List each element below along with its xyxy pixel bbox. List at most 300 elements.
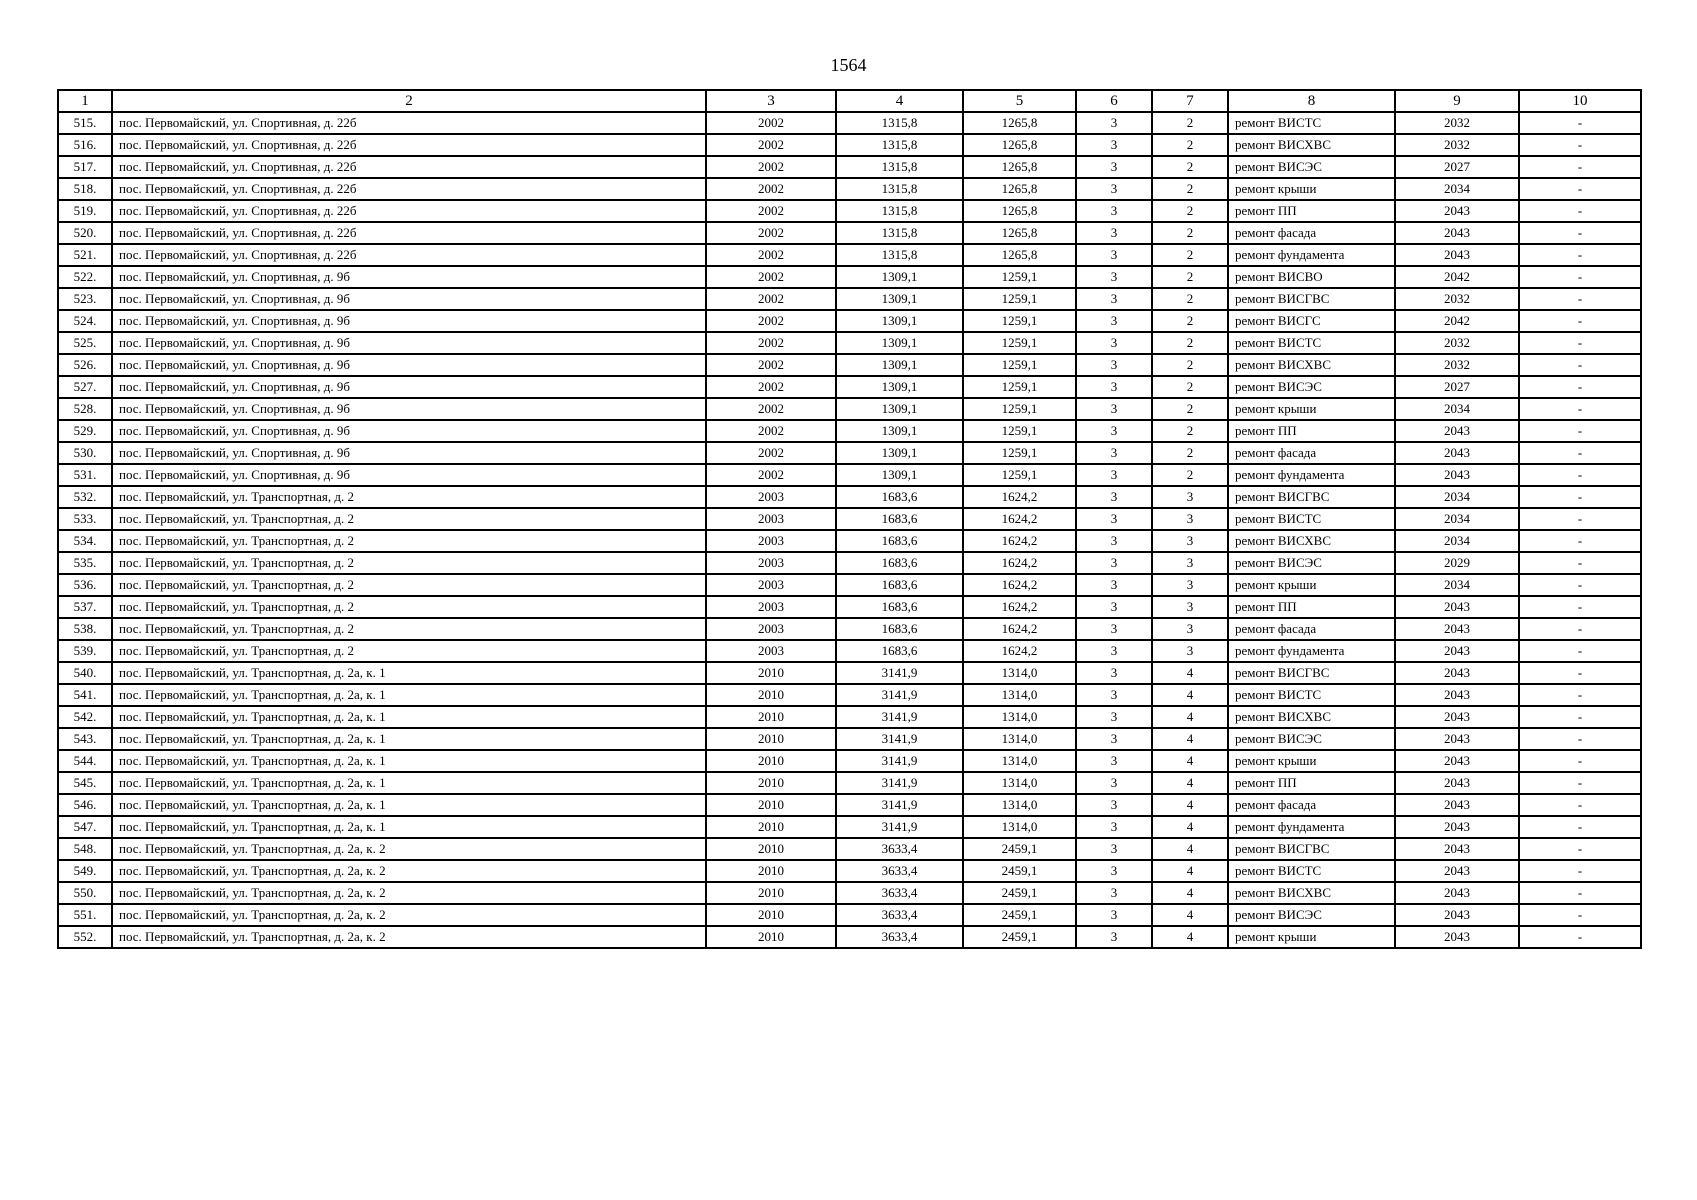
page-number: 1564 <box>830 55 867 75</box>
living-area-cell: 1265,8 <box>963 244 1076 266</box>
living-area-cell: 2459,1 <box>963 860 1076 882</box>
total-area-cell: 3633,4 <box>836 882 963 904</box>
floors-cell: 2 <box>1152 288 1228 310</box>
work-type-cell: ремонт фундамента <box>1228 244 1395 266</box>
year-cell: 2010 <box>706 816 836 838</box>
plan-year-cell: 2043 <box>1395 816 1519 838</box>
row-number: 546. <box>58 794 112 816</box>
living-area-cell: 1259,1 <box>963 354 1076 376</box>
address-cell: пос. Первомайский, ул. Спортивная, д. 9б <box>112 464 706 486</box>
living-area-cell: 1624,2 <box>963 552 1076 574</box>
living-area-cell: 1259,1 <box>963 332 1076 354</box>
plan-year-cell: 2032 <box>1395 332 1519 354</box>
total-area-cell: 1315,8 <box>836 112 963 134</box>
col6-cell: 3 <box>1076 376 1152 398</box>
col6-cell: 3 <box>1076 684 1152 706</box>
living-area-cell: 1259,1 <box>963 442 1076 464</box>
col10-cell: - <box>1519 354 1641 376</box>
row-number: 537. <box>58 596 112 618</box>
year-cell: 2010 <box>706 860 836 882</box>
col10-cell: - <box>1519 310 1641 332</box>
plan-year-cell: 2043 <box>1395 838 1519 860</box>
table-row <box>58 398 1641 420</box>
living-area-cell: 1259,1 <box>963 420 1076 442</box>
floors-cell: 3 <box>1152 596 1228 618</box>
address-cell: пос. Первомайский, ул. Спортивная, д. 22б <box>112 178 706 200</box>
col10-cell: - <box>1519 508 1641 530</box>
address-cell: пос. Первомайский, ул. Спортивная, д. 9б <box>112 310 706 332</box>
address-cell: пос. Первомайский, ул. Транспортная, д. 2 <box>112 596 706 618</box>
col6-cell: 3 <box>1076 838 1152 860</box>
column-header: 1 <box>58 90 112 112</box>
plan-year-cell: 2043 <box>1395 244 1519 266</box>
col6-cell: 3 <box>1076 816 1152 838</box>
row-number: 539. <box>58 640 112 662</box>
column-header: 10 <box>1519 90 1641 112</box>
floors-cell: 2 <box>1152 332 1228 354</box>
row-number: 545. <box>58 772 112 794</box>
total-area-cell: 1315,8 <box>836 134 963 156</box>
col6-cell: 3 <box>1076 794 1152 816</box>
living-area-cell: 1265,8 <box>963 134 1076 156</box>
row-number: 515. <box>58 112 112 134</box>
table-row <box>58 750 1641 772</box>
row-number: 550. <box>58 882 112 904</box>
living-area-cell: 1265,8 <box>963 178 1076 200</box>
year-cell: 2002 <box>706 288 836 310</box>
col6-cell: 3 <box>1076 222 1152 244</box>
col10-cell: - <box>1519 200 1641 222</box>
col6-cell: 3 <box>1076 882 1152 904</box>
total-area-cell: 1315,8 <box>836 222 963 244</box>
floors-cell: 3 <box>1152 508 1228 530</box>
floors-cell: 4 <box>1152 772 1228 794</box>
total-area-cell: 3633,4 <box>836 838 963 860</box>
col10-cell: - <box>1519 772 1641 794</box>
table-row <box>58 530 1641 552</box>
year-cell: 2010 <box>706 772 836 794</box>
floors-cell: 2 <box>1152 266 1228 288</box>
work-type-cell: ремонт ВИСХВС <box>1228 882 1395 904</box>
plan-year-cell: 2034 <box>1395 398 1519 420</box>
column-header: 3 <box>706 90 836 112</box>
plan-year-cell: 2043 <box>1395 640 1519 662</box>
row-number: 520. <box>58 222 112 244</box>
address-cell: пос. Первомайский, ул. Транспортная, д. 2а, к. 2 <box>112 882 706 904</box>
year-cell: 2002 <box>706 266 836 288</box>
year-cell: 2002 <box>706 332 836 354</box>
col6-cell: 3 <box>1076 178 1152 200</box>
col10-cell: - <box>1519 882 1641 904</box>
col6-cell: 3 <box>1076 200 1152 222</box>
year-cell: 2010 <box>706 728 836 750</box>
row-number: 549. <box>58 860 112 882</box>
work-type-cell: ремонт крыши <box>1228 178 1395 200</box>
table-row <box>58 486 1641 508</box>
address-cell: пос. Первомайский, ул. Спортивная, д. 9б <box>112 266 706 288</box>
work-type-cell: ремонт фасада <box>1228 618 1395 640</box>
address-cell: пос. Первомайский, ул. Транспортная, д. 2а, к. 2 <box>112 926 706 948</box>
plan-year-cell: 2032 <box>1395 354 1519 376</box>
col10-cell: - <box>1519 596 1641 618</box>
column-header: 5 <box>963 90 1076 112</box>
plan-year-cell: 2032 <box>1395 112 1519 134</box>
row-number: 530. <box>58 442 112 464</box>
col6-cell: 3 <box>1076 134 1152 156</box>
plan-year-cell: 2043 <box>1395 926 1519 948</box>
col6-cell: 3 <box>1076 420 1152 442</box>
plan-year-cell: 2043 <box>1395 904 1519 926</box>
floors-cell: 4 <box>1152 728 1228 750</box>
col10-cell: - <box>1519 178 1641 200</box>
address-cell: пос. Первомайский, ул. Транспортная, д. 2 <box>112 508 706 530</box>
col6-cell: 3 <box>1076 244 1152 266</box>
year-cell: 2002 <box>706 222 836 244</box>
living-area-cell: 1259,1 <box>963 398 1076 420</box>
plan-year-cell: 2043 <box>1395 464 1519 486</box>
living-area-cell: 1259,1 <box>963 464 1076 486</box>
living-area-cell: 1624,2 <box>963 508 1076 530</box>
plan-year-cell: 2043 <box>1395 794 1519 816</box>
year-cell: 2002 <box>706 134 836 156</box>
table-row <box>58 706 1641 728</box>
table-row <box>58 266 1641 288</box>
col6-cell: 3 <box>1076 750 1152 772</box>
table-row <box>58 662 1641 684</box>
address-cell: пос. Первомайский, ул. Транспортная, д. 2а, к. 2 <box>112 904 706 926</box>
address-cell: пос. Первомайский, ул. Спортивная, д. 9б <box>112 354 706 376</box>
plan-year-cell: 2043 <box>1395 706 1519 728</box>
floors-cell: 4 <box>1152 882 1228 904</box>
col10-cell: - <box>1519 486 1641 508</box>
plan-year-cell: 2043 <box>1395 750 1519 772</box>
row-number: 529. <box>58 420 112 442</box>
plan-year-cell: 2032 <box>1395 288 1519 310</box>
living-area-cell: 1314,0 <box>963 750 1076 772</box>
living-area-cell: 1624,2 <box>963 530 1076 552</box>
row-number: 526. <box>58 354 112 376</box>
table-row <box>58 178 1641 200</box>
row-number: 538. <box>58 618 112 640</box>
work-type-cell: ремонт ПП <box>1228 420 1395 442</box>
living-area-cell: 1314,0 <box>963 816 1076 838</box>
table-row <box>58 112 1641 134</box>
table-row <box>58 838 1641 860</box>
col10-cell: - <box>1519 112 1641 134</box>
table-row <box>58 442 1641 464</box>
col6-cell: 3 <box>1076 772 1152 794</box>
col10-cell: - <box>1519 222 1641 244</box>
plan-year-cell: 2043 <box>1395 772 1519 794</box>
living-area-cell: 1314,0 <box>963 794 1076 816</box>
address-cell: пос. Первомайский, ул. Транспортная, д. 2а, к. 1 <box>112 706 706 728</box>
total-area-cell: 1309,1 <box>836 288 963 310</box>
table-row <box>58 904 1641 926</box>
row-number: 533. <box>58 508 112 530</box>
column-header: 4 <box>836 90 963 112</box>
address-cell: пос. Первомайский, ул. Транспортная, д. 2 <box>112 552 706 574</box>
col6-cell: 3 <box>1076 442 1152 464</box>
table-row <box>58 244 1641 266</box>
col10-cell: - <box>1519 574 1641 596</box>
floors-cell: 4 <box>1152 860 1228 882</box>
col6-cell: 3 <box>1076 398 1152 420</box>
work-type-cell: ремонт ВИСГВС <box>1228 486 1395 508</box>
col10-cell: - <box>1519 816 1641 838</box>
col6-cell: 3 <box>1076 574 1152 596</box>
column-header: 8 <box>1228 90 1395 112</box>
address-cell: пос. Первомайский, ул. Транспортная, д. 2 <box>112 618 706 640</box>
year-cell: 2002 <box>706 310 836 332</box>
year-cell: 2003 <box>706 618 836 640</box>
col10-cell: - <box>1519 728 1641 750</box>
row-number: 540. <box>58 662 112 684</box>
total-area-cell: 1683,6 <box>836 574 963 596</box>
floors-cell: 4 <box>1152 706 1228 728</box>
year-cell: 2003 <box>706 508 836 530</box>
work-type-cell: ремонт ВИСГС <box>1228 310 1395 332</box>
row-number: 551. <box>58 904 112 926</box>
work-type-cell: ремонт ВИСТС <box>1228 860 1395 882</box>
work-type-cell: ремонт фундамента <box>1228 640 1395 662</box>
living-area-cell: 1624,2 <box>963 618 1076 640</box>
col6-cell: 3 <box>1076 112 1152 134</box>
total-area-cell: 1683,6 <box>836 486 963 508</box>
plan-year-cell: 2043 <box>1395 684 1519 706</box>
total-area-cell: 1309,1 <box>836 442 963 464</box>
table-row <box>58 816 1641 838</box>
floors-cell: 2 <box>1152 112 1228 134</box>
table-row <box>58 420 1641 442</box>
row-number: 534. <box>58 530 112 552</box>
plan-year-cell: 2043 <box>1395 200 1519 222</box>
floors-cell: 2 <box>1152 200 1228 222</box>
plan-year-cell: 2034 <box>1395 178 1519 200</box>
floors-cell: 3 <box>1152 530 1228 552</box>
col10-cell: - <box>1519 838 1641 860</box>
floors-cell: 4 <box>1152 794 1228 816</box>
col6-cell: 3 <box>1076 618 1152 640</box>
floors-cell: 2 <box>1152 420 1228 442</box>
year-cell: 2002 <box>706 442 836 464</box>
year-cell: 2003 <box>706 574 836 596</box>
row-number: 543. <box>58 728 112 750</box>
address-cell: пос. Первомайский, ул. Транспортная, д. 2а, к. 2 <box>112 860 706 882</box>
work-type-cell: ремонт ВИСГВС <box>1228 288 1395 310</box>
plan-year-cell: 2043 <box>1395 596 1519 618</box>
col10-cell: - <box>1519 332 1641 354</box>
floors-cell: 2 <box>1152 156 1228 178</box>
floors-cell: 2 <box>1152 442 1228 464</box>
floors-cell: 2 <box>1152 222 1228 244</box>
year-cell: 2002 <box>706 354 836 376</box>
table-row <box>58 332 1641 354</box>
total-area-cell: 3141,9 <box>836 728 963 750</box>
year-cell: 2010 <box>706 904 836 926</box>
col10-cell: - <box>1519 464 1641 486</box>
living-area-cell: 1259,1 <box>963 376 1076 398</box>
row-number: 524. <box>58 310 112 332</box>
floors-cell: 4 <box>1152 750 1228 772</box>
table-row <box>58 288 1641 310</box>
work-type-cell: ремонт ВИСЭС <box>1228 728 1395 750</box>
col6-cell: 3 <box>1076 288 1152 310</box>
floors-cell: 4 <box>1152 816 1228 838</box>
year-cell: 2002 <box>706 178 836 200</box>
work-type-cell: ремонт ВИСХВС <box>1228 706 1395 728</box>
address-cell: пос. Первомайский, ул. Транспортная, д. 2а, к. 1 <box>112 816 706 838</box>
address-cell: пос. Первомайский, ул. Спортивная, д. 22б <box>112 222 706 244</box>
year-cell: 2010 <box>706 662 836 684</box>
row-number: 521. <box>58 244 112 266</box>
floors-cell: 2 <box>1152 398 1228 420</box>
total-area-cell: 3633,4 <box>836 926 963 948</box>
plan-year-cell: 2043 <box>1395 728 1519 750</box>
address-cell: пос. Первомайский, ул. Спортивная, д. 9б <box>112 442 706 464</box>
plan-year-cell: 2043 <box>1395 442 1519 464</box>
address-cell: пос. Первомайский, ул. Транспортная, д. 2 <box>112 530 706 552</box>
col6-cell: 3 <box>1076 530 1152 552</box>
table-row <box>58 508 1641 530</box>
address-cell: пос. Первомайский, ул. Транспортная, д. 2а, к. 1 <box>112 772 706 794</box>
table-row <box>58 222 1641 244</box>
col10-cell: - <box>1519 134 1641 156</box>
floors-cell: 4 <box>1152 904 1228 926</box>
work-type-cell: ремонт ВИСТС <box>1228 112 1395 134</box>
address-cell: пос. Первомайский, ул. Спортивная, д. 9б <box>112 420 706 442</box>
col6-cell: 3 <box>1076 266 1152 288</box>
floors-cell: 3 <box>1152 552 1228 574</box>
year-cell: 2003 <box>706 640 836 662</box>
col10-cell: - <box>1519 552 1641 574</box>
table-row <box>58 596 1641 618</box>
work-type-cell: ремонт ПП <box>1228 772 1395 794</box>
col10-cell: - <box>1519 530 1641 552</box>
year-cell: 2003 <box>706 486 836 508</box>
living-area-cell: 2459,1 <box>963 904 1076 926</box>
total-area-cell: 1683,6 <box>836 508 963 530</box>
total-area-cell: 1683,6 <box>836 596 963 618</box>
row-number: 516. <box>58 134 112 156</box>
address-cell: пос. Первомайский, ул. Транспортная, д. 2а, к. 1 <box>112 750 706 772</box>
plan-year-cell: 2043 <box>1395 662 1519 684</box>
col6-cell: 3 <box>1076 156 1152 178</box>
col6-cell: 3 <box>1076 662 1152 684</box>
table-row <box>58 684 1641 706</box>
floors-cell: 4 <box>1152 684 1228 706</box>
year-cell: 2002 <box>706 156 836 178</box>
address-cell: пос. Первомайский, ул. Транспортная, д. 2а, к. 1 <box>112 684 706 706</box>
address-cell: пос. Первомайский, ул. Спортивная, д. 9б <box>112 332 706 354</box>
total-area-cell: 1315,8 <box>836 178 963 200</box>
year-cell: 2010 <box>706 926 836 948</box>
col10-cell: - <box>1519 376 1641 398</box>
living-area-cell: 1265,8 <box>963 112 1076 134</box>
floors-cell: 2 <box>1152 244 1228 266</box>
col10-cell: - <box>1519 904 1641 926</box>
living-area-cell: 1624,2 <box>963 486 1076 508</box>
work-type-cell: ремонт ПП <box>1228 596 1395 618</box>
living-area-cell: 1265,8 <box>963 200 1076 222</box>
col10-cell: - <box>1519 794 1641 816</box>
col10-cell: - <box>1519 398 1641 420</box>
floors-cell: 2 <box>1152 310 1228 332</box>
floors-cell: 4 <box>1152 838 1228 860</box>
total-area-cell: 3141,9 <box>836 816 963 838</box>
living-area-cell: 1259,1 <box>963 266 1076 288</box>
year-cell: 2002 <box>706 464 836 486</box>
row-number: 523. <box>58 288 112 310</box>
table-row <box>58 376 1641 398</box>
column-header: 7 <box>1152 90 1228 112</box>
year-cell: 2002 <box>706 200 836 222</box>
table-row <box>58 618 1641 640</box>
work-type-cell: ремонт крыши <box>1228 574 1395 596</box>
total-area-cell: 1683,6 <box>836 530 963 552</box>
plan-year-cell: 2043 <box>1395 420 1519 442</box>
address-cell: пос. Первомайский, ул. Спортивная, д. 22б <box>112 244 706 266</box>
table-row <box>58 200 1641 222</box>
total-area-cell: 3633,4 <box>836 904 963 926</box>
row-number: 518. <box>58 178 112 200</box>
work-type-cell: ремонт фасада <box>1228 794 1395 816</box>
col6-cell: 3 <box>1076 904 1152 926</box>
register-table <box>57 89 1642 949</box>
table-row <box>58 926 1641 948</box>
year-cell: 2010 <box>706 706 836 728</box>
table-row <box>58 794 1641 816</box>
row-number: 536. <box>58 574 112 596</box>
address-cell: пос. Первомайский, ул. Спортивная, д. 22б <box>112 156 706 178</box>
plan-year-cell: 2043 <box>1395 618 1519 640</box>
table-row <box>58 728 1641 750</box>
table-row <box>58 772 1641 794</box>
plan-year-cell: 2034 <box>1395 486 1519 508</box>
work-type-cell: ремонт ВИСЭС <box>1228 552 1395 574</box>
total-area-cell: 1309,1 <box>836 332 963 354</box>
year-cell: 2003 <box>706 530 836 552</box>
plan-year-cell: 2042 <box>1395 310 1519 332</box>
col6-cell: 3 <box>1076 706 1152 728</box>
year-cell: 2002 <box>706 376 836 398</box>
col6-cell: 3 <box>1076 332 1152 354</box>
col10-cell: - <box>1519 420 1641 442</box>
row-number: 528. <box>58 398 112 420</box>
plan-year-cell: 2043 <box>1395 860 1519 882</box>
year-cell: 2002 <box>706 398 836 420</box>
header-row <box>58 90 1641 112</box>
col10-cell: - <box>1519 156 1641 178</box>
row-number: 544. <box>58 750 112 772</box>
col10-cell: - <box>1519 288 1641 310</box>
living-area-cell: 1314,0 <box>963 706 1076 728</box>
table-row <box>58 552 1641 574</box>
work-type-cell: ремонт фундамента <box>1228 816 1395 838</box>
row-number: 527. <box>58 376 112 398</box>
col10-cell: - <box>1519 618 1641 640</box>
living-area-cell: 1314,0 <box>963 684 1076 706</box>
col10-cell: - <box>1519 706 1641 728</box>
row-number: 525. <box>58 332 112 354</box>
work-type-cell: ремонт ВИСХВС <box>1228 354 1395 376</box>
plan-year-cell: 2034 <box>1395 508 1519 530</box>
plan-year-cell: 2032 <box>1395 134 1519 156</box>
table-row <box>58 464 1641 486</box>
row-number: 519. <box>58 200 112 222</box>
living-area-cell: 1259,1 <box>963 288 1076 310</box>
total-area-cell: 1683,6 <box>836 640 963 662</box>
row-number: 542. <box>58 706 112 728</box>
